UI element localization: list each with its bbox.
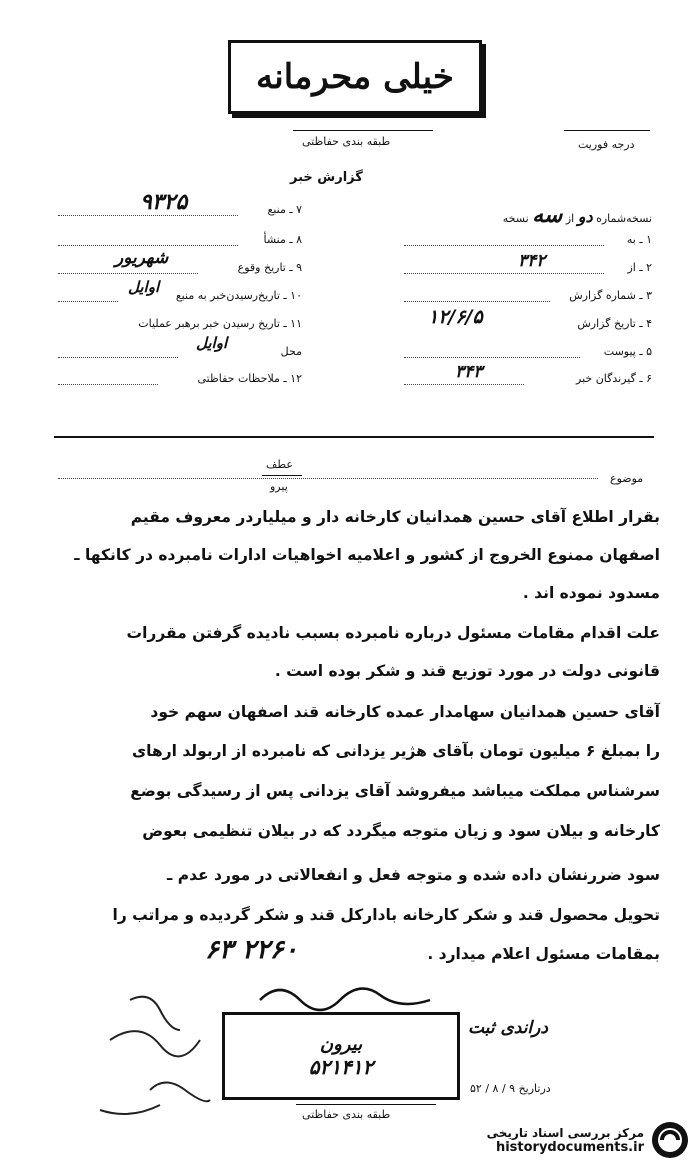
- dots-from: [404, 273, 604, 274]
- body-line: را بمبلغ ۶ میلیون تومان بآقای هژیر یزدانی که نامبرده از اربولد ارهای: [131, 742, 660, 760]
- field-news-to-source: ۱۰ ـ تاریخ‌رسیدن‌خبر به منبع: [175, 289, 302, 302]
- subject-label: موضوع: [610, 472, 644, 485]
- body-line: بمقامات مسئول اعلام میدارد .: [427, 945, 660, 963]
- field-news-to-source-value: اوایل: [128, 278, 160, 296]
- dots-source: [58, 215, 238, 216]
- body-line: اصفهان ممنوع الخروج از کشور و اعلامیه اخواهیات ادارات نامبرده در کانکها ـ: [74, 546, 660, 564]
- field-occurrence-date-value: شهریور: [115, 248, 169, 268]
- report-title: گزارش خبر: [290, 170, 363, 185]
- dots-attachment: [404, 357, 580, 358]
- body-line: تحویل محصول قند و شکر کارخانه بادارکل قند و شکر گردیده و مراتب را: [112, 906, 660, 924]
- copy-number-field: نسخه‌شماره دو از سه نسخه: [502, 203, 652, 228]
- field-report-number: ۳ ـ شماره گزارش: [569, 289, 652, 302]
- signature-note: دراندی ثبت: [468, 1018, 548, 1038]
- field-to: ۱ ـ به: [626, 233, 652, 246]
- signature-top: [250, 975, 450, 1015]
- divider-rule: [54, 436, 654, 438]
- field-security-notes: ۱۲ ـ ملاحظات حفاظتی: [197, 372, 302, 385]
- field-report-date: ۴ ـ تاریخ گزارش: [577, 317, 652, 330]
- dots-report-number: [404, 301, 550, 302]
- field-source-value: ۹۳۲۵: [140, 190, 188, 215]
- dots-news-to-source: [58, 301, 118, 302]
- watermark: [487, 1120, 690, 1160]
- body-line: آقای حسین همدانیان سهامدار عمده کارخانه قند اصفهان سهم خود: [150, 703, 660, 721]
- field-location-value: اوایل: [196, 334, 228, 352]
- handwritten-number: ۶۳ ۲۲۶۰: [205, 935, 298, 965]
- confidential-stamp: [228, 40, 482, 114]
- field-from-value: ۳۴۲: [518, 251, 546, 271]
- dots-origin: [58, 245, 238, 246]
- field-location: محل: [280, 345, 302, 358]
- archive-stamp: [222, 1012, 460, 1100]
- field-recipients: ۶ ـ گیرندگان خبر: [576, 372, 652, 385]
- field-recipients-value: ۳۴۳: [455, 362, 483, 382]
- dots-to: [404, 245, 604, 246]
- dots-recipients: [404, 384, 524, 385]
- stamp-bottom-line2: ۵۲۱۴۱۲: [308, 1054, 374, 1079]
- signature-scribble: [90, 980, 220, 1130]
- priority-label: درجه فوریت: [578, 138, 635, 151]
- field-attachment: ۵ ـ پیوست: [603, 345, 652, 358]
- footer-rule: [296, 1104, 436, 1105]
- footer-classification: طبقه بندی حفاظتی: [302, 1108, 391, 1121]
- field-report-date-value: ۱۲/۶/۵: [428, 306, 483, 328]
- archive-logo-icon: [650, 1120, 690, 1160]
- watermark-line2: historydocuments.ir: [495, 1139, 644, 1155]
- ref-note-bottom: پیرو: [270, 480, 288, 493]
- body-line: مسدود نموده اند .: [522, 584, 660, 602]
- dots-subject: [58, 478, 598, 479]
- field-from: ۲ ـ از: [627, 261, 652, 274]
- classification-rule: [293, 130, 433, 131]
- body-line: سرشناس مملکت میباشد میفروشد آقای یزدانی پس از رسیدگی بوضع: [130, 782, 660, 800]
- body-line: سود ضررنشان داده شده و متوجه فعل و انفعالاتی در مورد عدم ـ: [167, 866, 660, 884]
- field-origin: ۸ ـ منشأ: [263, 233, 302, 246]
- field-occurrence-date: ۹ ـ تاریخ وقوع: [237, 261, 302, 274]
- dots-security-notes: [58, 384, 158, 385]
- body-line: قانونی دولت در مورد توزیع قند و شکر بوده است .: [274, 662, 660, 680]
- dots-location: [58, 357, 178, 358]
- field-news-to-leader: ۱۱ ـ تاریخ رسیدن خبر برهبر عملیات: [138, 317, 302, 330]
- stamp-text: خیلی محرمانه: [256, 57, 454, 97]
- ref-note-top: عطف: [266, 458, 293, 471]
- classification-label: طبقه بندی حفاظتی: [302, 135, 391, 148]
- footer-date: درتاریخ ۹ / ۸ / ۵۲: [470, 1082, 551, 1095]
- body-line: علت اقدام مقامات مسئول درباره نامبرده بسبب نادیده گرفتن مقررات: [126, 624, 660, 642]
- dots-occurrence: [58, 273, 198, 274]
- stamp-bottom-line1: بیرون: [319, 1033, 363, 1055]
- body-line: بقرار اطلاع آقای حسین همدانیان کارخانه دار و میلیاردر معروف مقیم: [130, 508, 660, 526]
- field-source: ۷ ـ منبع: [267, 203, 302, 216]
- watermark-line1: مرکز بررسی اسناد تاریخی: [486, 1125, 644, 1140]
- body-line: کارخانه و بیلان سود و زیان متوجه میگردد که در بیلان تنظیمی بعوض: [142, 822, 660, 840]
- priority-rule: [564, 130, 650, 131]
- ref-rule: [262, 475, 302, 476]
